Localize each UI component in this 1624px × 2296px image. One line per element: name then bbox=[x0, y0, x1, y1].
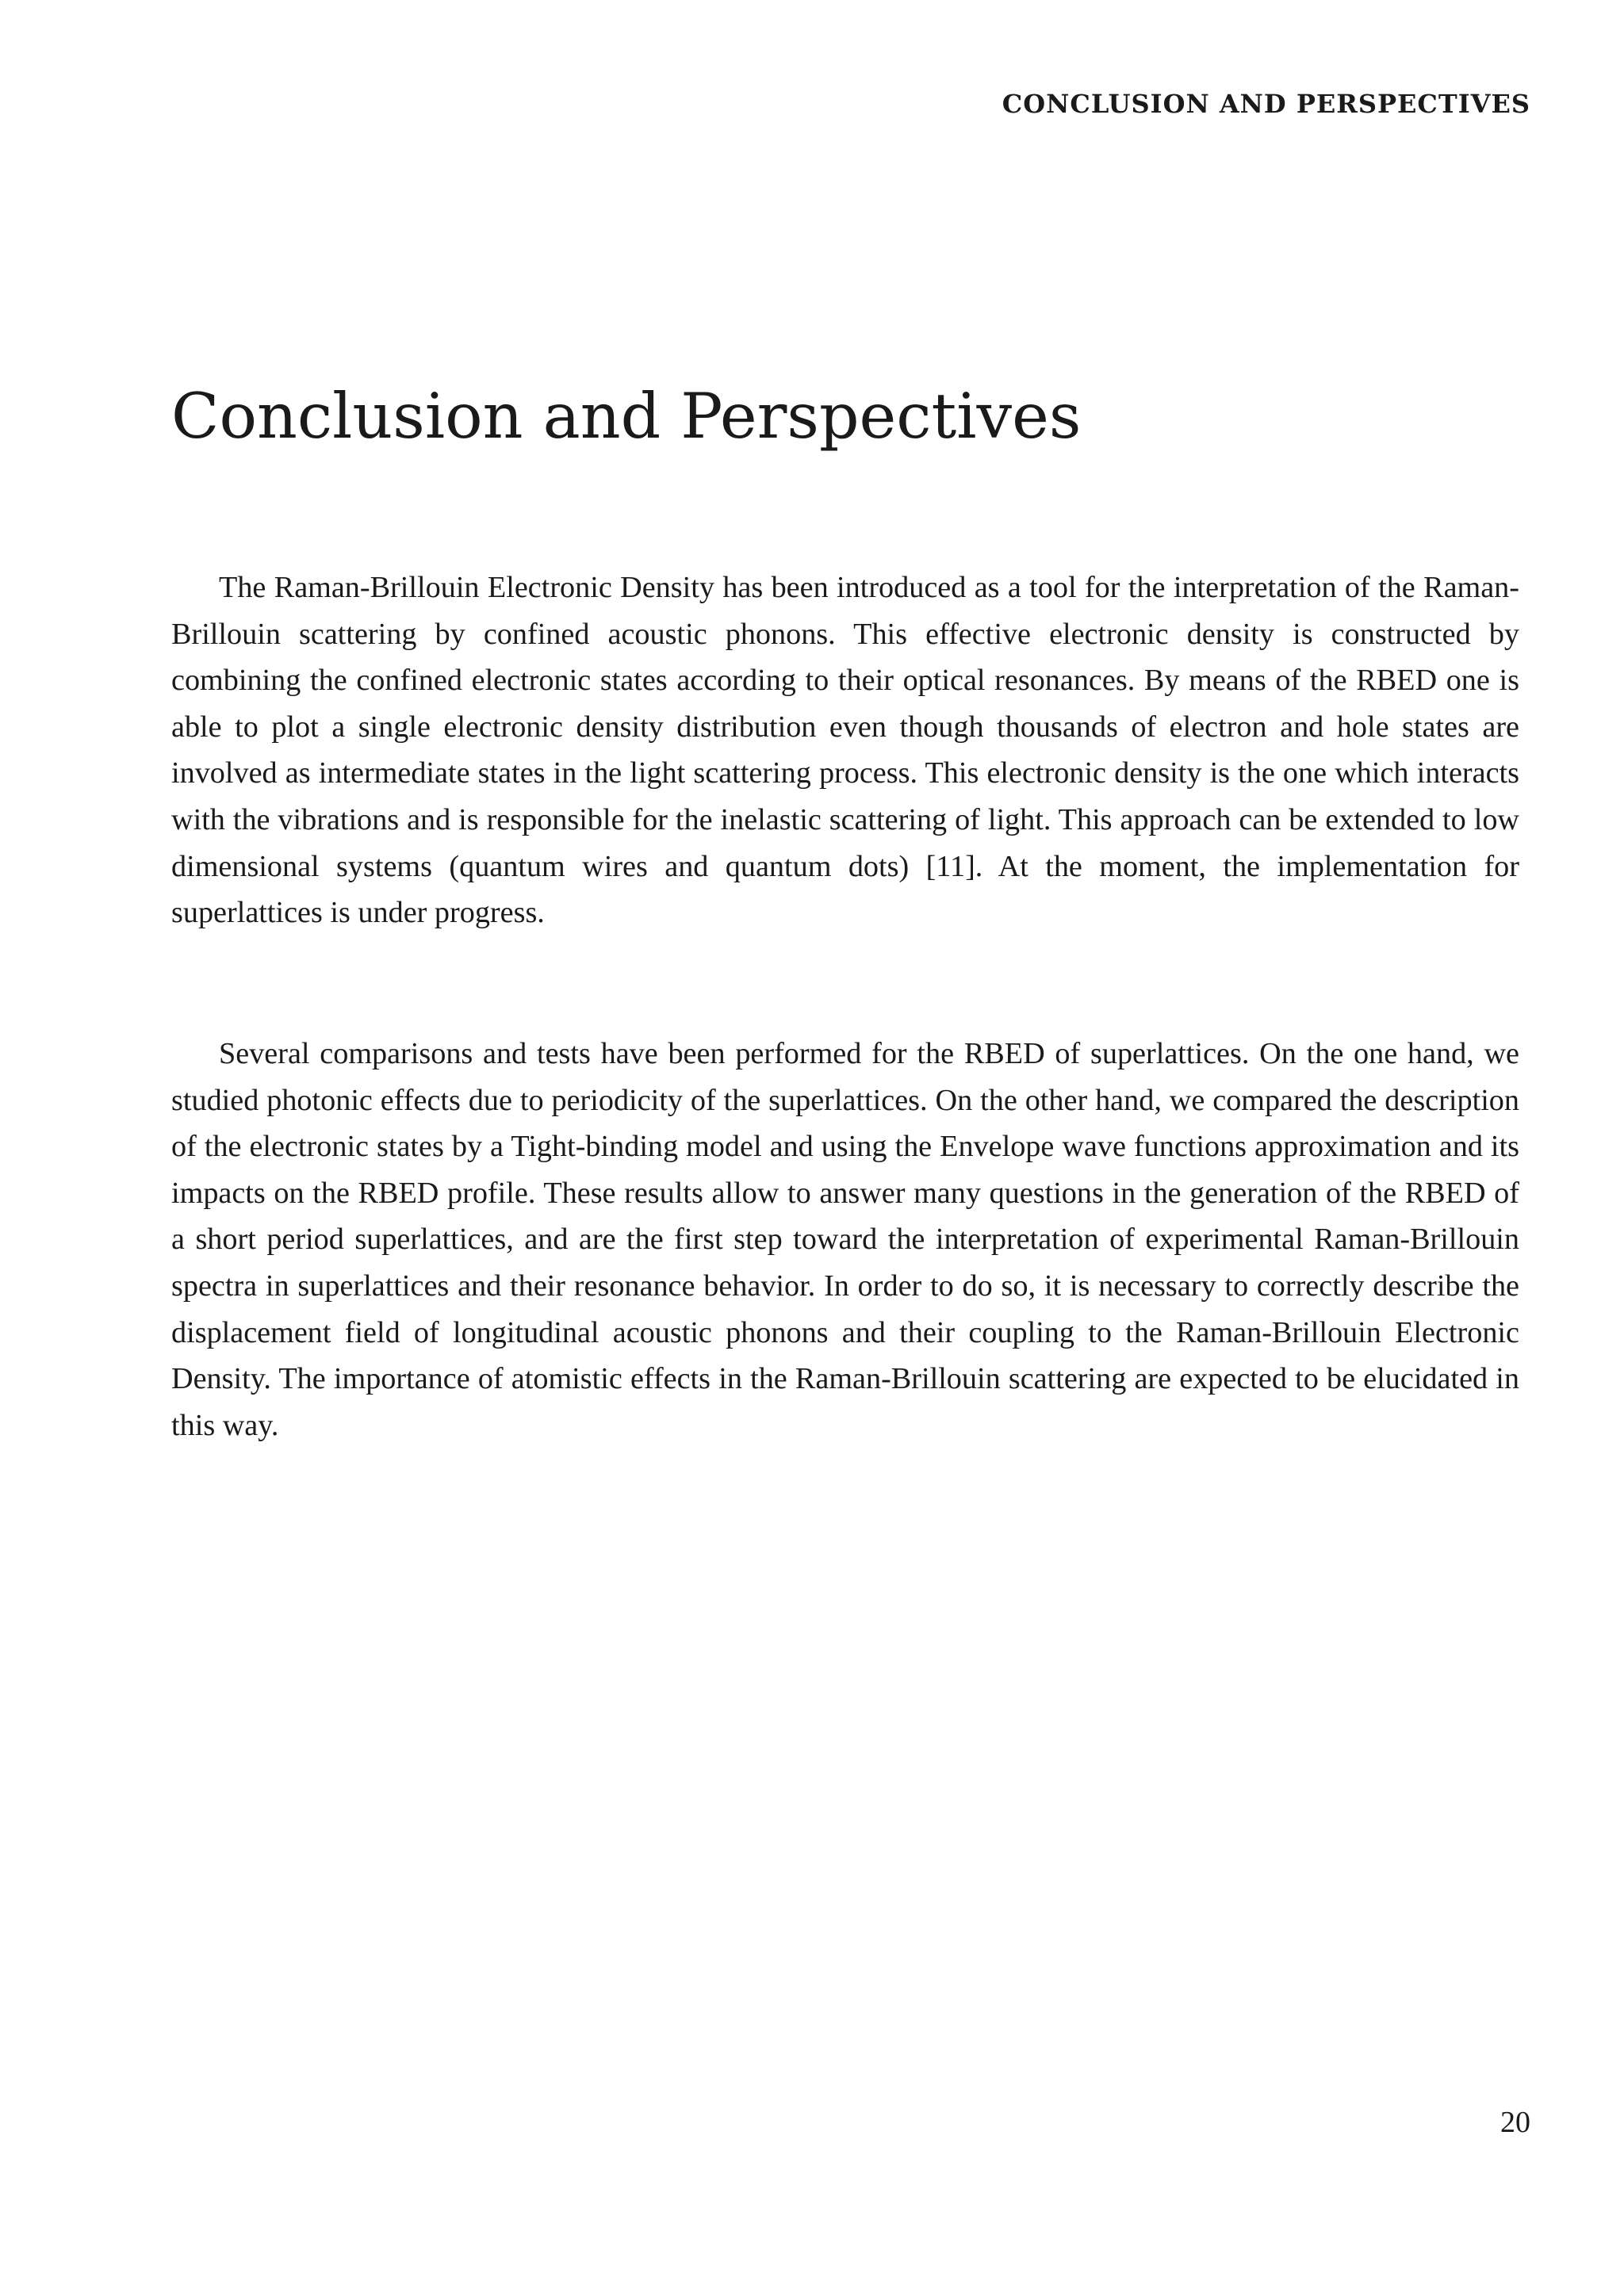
paragraph-rbed-introduction: The Raman-Brillouin Electronic Density has been introduced as a tool for the interpretation of the Raman-Brillouin scattering by confined acoustic phonons. This effective electronic density is constructed by combining the confined electronic states according to their optical resonances. By means of the RBED one is able to plot a single electronic density distribution even though thousands of electron and hole states are involved as intermediate states in the light scattering process. This electronic density is the one which interacts with the vibrations and is responsible for the inelastic scattering of light. This approach can be extended to low dimensional systems (quantum wires and quantum dots) [11]. At the moment, the implementation for superlattices is under progress. bbox=[171, 571, 1519, 930]
page-number: 20 bbox=[1500, 2106, 1530, 2139]
paragraph-superlattice-comparisons: Several comparisons and tests have been performed for the RBED of superlattices. On the one hand, we studied photonic effects due to periodicity of the superlattices. On the other hand, we compared the description of the electronic states by a Tight-binding model and using the Envelope wave functions approximation and its impacts on the RBED profile. These results allow to answer many questions in the generation of the RBED of a short period superlattices, and are the first step toward the interpretation of experimental Raman-Brillouin spectra in superlattices and their resonance behavior. In order to do so, it is necessary to correctly describe the displacement field of longitudinal acoustic phonons and their coupling to the Raman-Brillouin Electronic Density. The importance of atomistic effects in the Raman-Brillouin scattering are expected to be elucidated in this way. bbox=[171, 1037, 1519, 1442]
running-header: CONCLUSION AND PERSPECTIVES bbox=[1002, 89, 1530, 119]
chapter-title: Conclusion and Perspectives bbox=[171, 380, 1082, 453]
